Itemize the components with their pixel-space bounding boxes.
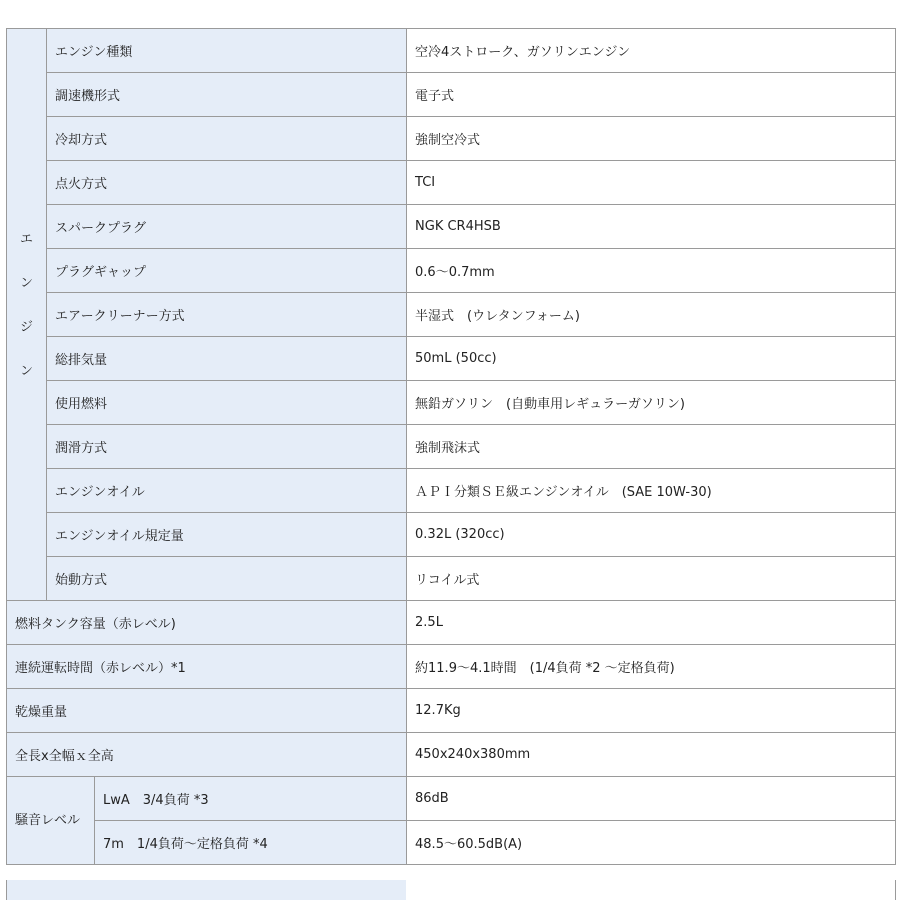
engine-group-label — [7, 29, 47, 601]
table-row — [7, 381, 896, 425]
engine-row-value: 空冷4ストローク、ガソリンエンジン — [407, 29, 896, 73]
engine-row-label: 総排気量 — [47, 337, 407, 381]
table-row — [7, 777, 896, 821]
table-row — [7, 337, 896, 381]
general-row-value: 12.7Kg — [407, 689, 896, 733]
table-row — [7, 161, 896, 205]
engine-row-value: ＡＰＩ分類ＳＥ級エンジンオイル (SAE 10W-30) — [407, 469, 896, 513]
engine-row-value: 0.6～0.7mm — [407, 249, 896, 293]
general-row-label: 全長x全幅ｘ全高 — [7, 733, 407, 777]
table-row — [7, 117, 896, 161]
engine-group-char: ン — [19, 364, 33, 379]
table-row — [7, 249, 896, 293]
engine-row-label: 点火方式 — [47, 161, 407, 205]
engine-group-char: エ — [19, 232, 33, 247]
engine-row-value: 0.32L (320cc) — [407, 513, 896, 557]
engine-row-value: 無鉛ガソリン (自動車用レギュラーガソリン) — [407, 381, 896, 425]
noise-row-label: LwA 3/4負荷 *3 — [95, 777, 407, 821]
engine-row-label: 使用燃料 — [47, 381, 407, 425]
engine-row-label: 調速機形式 — [47, 73, 407, 117]
engine-row-label: 始動方式 — [47, 557, 407, 601]
engine-row-label: エンジン種類 — [47, 29, 407, 73]
engine-row-label: 冷却方式 — [47, 117, 407, 161]
engine-row-label: エアークリーナー方式 — [47, 293, 407, 337]
engine-row-value: NGK CR4HSB — [407, 205, 896, 249]
general-row-value: 450x240x380mm — [407, 733, 896, 777]
engine-row-label: スパークプラグ — [47, 205, 407, 249]
engine-row-value: 半湿式 (ウレタンフォーム) — [407, 293, 896, 337]
general-row-label: 燃料タンク容量（赤レベル) — [7, 601, 407, 645]
general-row-value: 約11.9～4.1時間 (1/4負荷 *2 ～定格負荷) — [407, 645, 896, 689]
spec-table-body — [7, 29, 896, 865]
noise-group-label: 騒音レベル — [7, 777, 95, 865]
spec-table — [6, 28, 896, 865]
noise-row-value: 86dB — [407, 777, 896, 821]
table-row — [7, 733, 896, 777]
table-row — [7, 73, 896, 117]
table-row — [7, 557, 896, 601]
engine-row-value: 電子式 — [407, 73, 896, 117]
table-row — [7, 645, 896, 689]
table-row — [7, 601, 896, 645]
engine-row-value: 50mL (50cc) — [407, 337, 896, 381]
engine-row-label: プラグギャップ — [47, 249, 407, 293]
noise-row-label: 7m 1/4負荷～定格負荷 *4 — [95, 821, 407, 865]
table-row — [7, 205, 896, 249]
engine-row-value: 強制空冷式 — [407, 117, 896, 161]
general-row-label: 連続運転時間（赤レベル）*1 — [7, 645, 407, 689]
general-row-value: 2.5L — [407, 601, 896, 645]
table-row — [7, 29, 896, 73]
engine-row-label: エンジンオイル — [47, 469, 407, 513]
table-row — [7, 689, 896, 733]
table-row — [7, 293, 896, 337]
noise-row-value: 48.5～60.5dB(A) — [407, 821, 896, 865]
table-row — [7, 425, 896, 469]
engine-row-value: TCI — [407, 161, 896, 205]
table-row — [7, 821, 896, 865]
engine-group-char: ジ — [19, 320, 33, 335]
table-continuation-label-cell — [6, 880, 408, 900]
table-continuation-value-cell — [406, 880, 896, 900]
engine-row-label: エンジンオイル規定量 — [47, 513, 407, 557]
table-row — [7, 469, 896, 513]
engine-group-char: ン — [19, 276, 33, 291]
engine-row-value: 強制飛沫式 — [407, 425, 896, 469]
general-row-label: 乾燥重量 — [7, 689, 407, 733]
engine-row-value: リコイル式 — [407, 557, 896, 601]
engine-row-label: 潤滑方式 — [47, 425, 407, 469]
table-row — [7, 513, 896, 557]
